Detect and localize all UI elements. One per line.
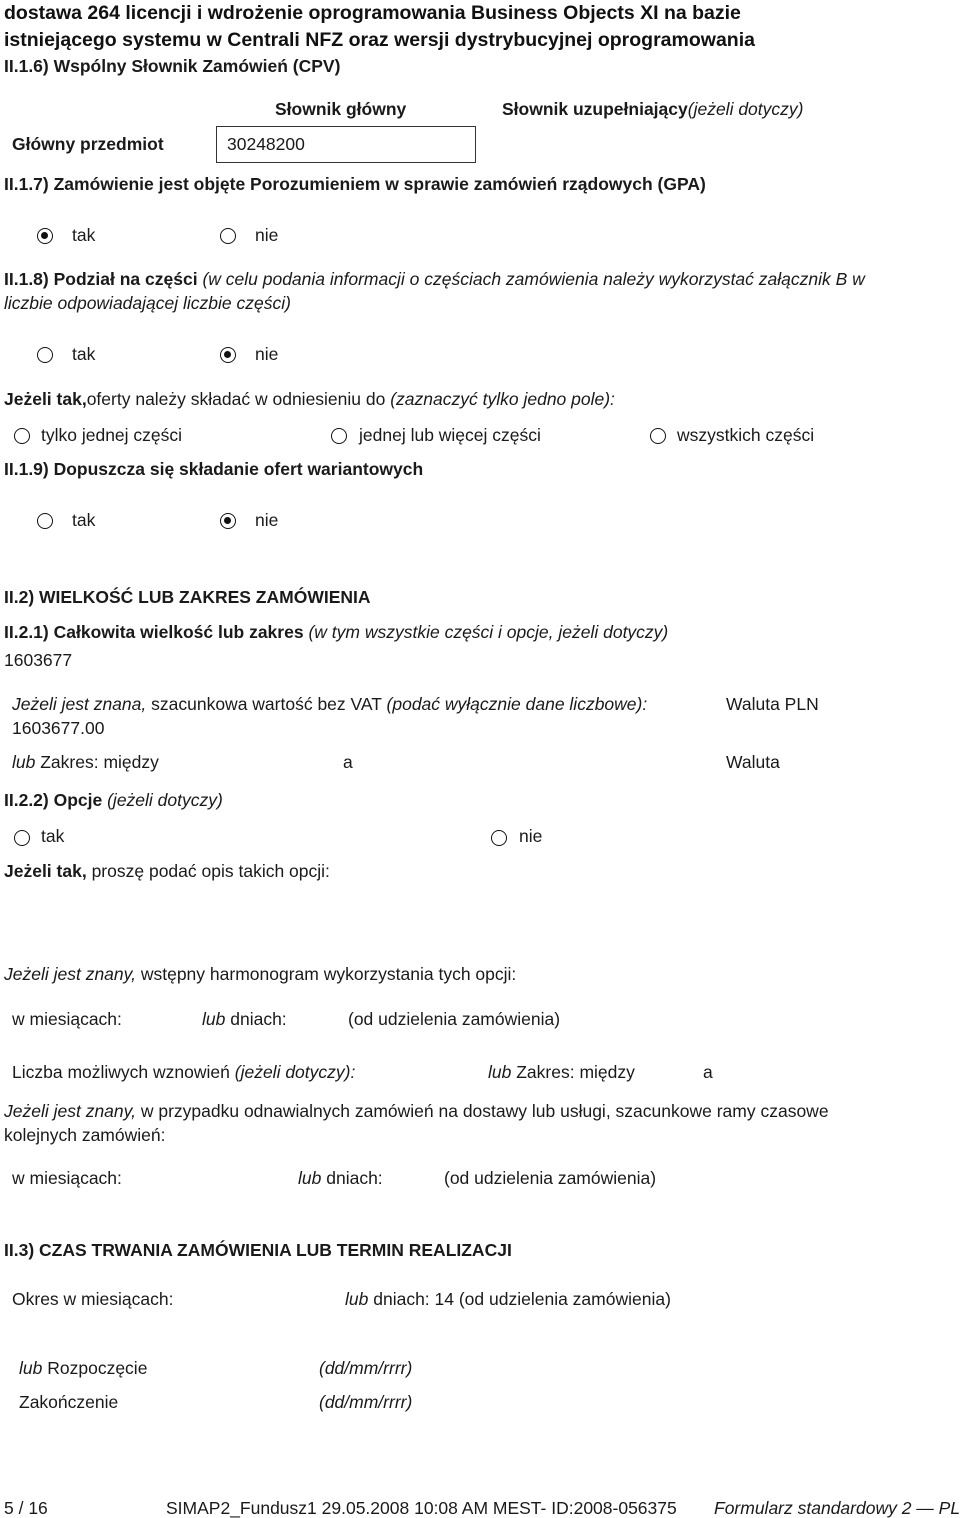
cpv-main-object-label: Główny przedmiot — [12, 134, 164, 154]
variants-yes-label: tak — [72, 510, 96, 530]
renewals-label: Liczba możliwych wznowień (jeżeli dotyczy): — [12, 1062, 356, 1082]
duration-end-label: Zakończenie — [19, 1392, 119, 1412]
options-schedule-months: w miesiącach: — [12, 1009, 122, 1029]
value-range-and: a — [343, 752, 353, 772]
duration-days: lub dniach: 14 (od udzielenia zamówienia) — [345, 1289, 671, 1309]
footer-form-name: Formularz standardowy 2 — PL — [714, 1498, 960, 1518]
renewal-timeframe-label: Jeżeli jest znany, w przypadku odnawialnych zamówień na dostawy lub usługi, szacunkowe ramy czasowe — [4, 1101, 829, 1121]
parts-option-one-radio[interactable] — [14, 428, 30, 444]
parts-yes-label: tak — [72, 344, 96, 364]
parts-heading-note-line-2: liczbie odpowiadającej liczbie części) — [4, 293, 291, 313]
renewals-range-and: a — [703, 1062, 713, 1082]
renewal-timeframe-days: lub dniach: — [298, 1168, 383, 1188]
renewals-range-label: lub Zakres: między — [488, 1062, 635, 1082]
options-heading: II.2.2) Opcje (jeżeli dotyczy) — [4, 790, 223, 810]
parts-option-one-or-more-radio[interactable] — [331, 428, 347, 444]
gpa-heading: II.1.7) Zamówienie jest objęte Porozumieniem w sprawie zamówień rządowych (GPA) — [4, 174, 706, 194]
document-title-line-2: istniejącego systemu w Centrali NFZ oraz wersji dystrybucyjnej oprogramowania — [4, 29, 755, 51]
variants-heading: II.1.9) Dopuszcza się składanie ofert wariantowych — [4, 459, 424, 479]
value-range-label: lub Zakres: między — [12, 752, 159, 772]
gpa-yes-radio[interactable] — [37, 228, 53, 244]
estimated-value-label: Jeżeli jest znana, szacunkowa wartość bez VAT (podać wyłącznie dane liczbowe): — [12, 694, 648, 714]
gpa-no-label: nie — [255, 225, 279, 245]
variants-no-radio[interactable] — [220, 513, 236, 529]
variants-no-label: nie — [255, 510, 279, 530]
cpv-main-code: 30248200 — [227, 134, 305, 154]
parts-if-yes-instruction: Jeżeli tak,oferty należy składać w odniesieniu do (zaznaczyć tylko jedno pole): — [4, 389, 615, 409]
renewal-timeframe-months: w miesiącach: — [12, 1168, 122, 1188]
footer-document-id: SIMAP2_Fundusz1 29.05.2008 10:08 AM MEST- ID:2008-056375 — [166, 1498, 677, 1518]
parts-option-all-label: wszystkich części — [677, 425, 815, 445]
duration-start-format: (dd/mm/rrrr) — [319, 1358, 413, 1378]
options-schedule-days: lub dniach: — [202, 1009, 287, 1029]
duration-start-label: lub Rozpoczęcie — [19, 1358, 148, 1378]
scope-heading: II.2) WIELKOŚĆ LUB ZAKRES ZAMÓWIENIA — [4, 587, 371, 607]
estimated-value-currency: Waluta PLN — [726, 694, 819, 714]
gpa-no-radio[interactable] — [220, 228, 236, 244]
parts-option-one-or-more-label: jednej lub więcej części — [359, 425, 541, 445]
renewal-timeframe-label-line-2: kolejnych zamówień: — [4, 1125, 166, 1145]
duration-heading: II.3) CZAS TRWANIA ZAMÓWIENIA LUB TERMIN REALIZACJI — [4, 1240, 512, 1260]
value-range-currency: Waluta — [726, 752, 780, 772]
options-description-label: Jeżeli tak, proszę podać opis takich opcji: — [4, 861, 330, 881]
parts-option-one-label: tylko jednej części — [41, 425, 183, 445]
options-yes-label: tak — [41, 826, 65, 846]
gpa-yes-label: tak — [72, 225, 96, 245]
cpv-main-column-label: Słownik główny — [275, 99, 407, 119]
footer-page-number: 5 / 16 — [4, 1498, 48, 1518]
total-scope-heading: II.2.1) Całkowita wielkość lub zakres (w tym wszystkie części i opcje, jeżeli dotyczy) — [4, 622, 669, 642]
total-scope-value: 1603677 — [4, 650, 73, 670]
parts-option-all-radio[interactable] — [650, 428, 666, 444]
document-title-line-1: dostawa 264 licencji i wdrożenie oprogramowania Business Objects XI na bazie — [4, 2, 741, 24]
options-schedule-from-award: (od udzielenia zamówienia) — [348, 1009, 561, 1029]
cpv-heading: II.1.6) Wspólny Słownik Zamówień (CPV) — [4, 56, 341, 76]
parts-no-label: nie — [255, 344, 279, 364]
cpv-supplementary-column-label: Słownik uzupełniający(jeżeli dotyczy) — [502, 99, 804, 119]
renewal-timeframe-from-award: (od udzielenia zamówienia) — [444, 1168, 657, 1188]
duration-end-format: (dd/mm/rrrr) — [319, 1392, 413, 1412]
duration-months: Okres w miesiącach: — [12, 1289, 174, 1309]
parts-heading: II.1.8) Podział na części (w celu podania informacji o częściach zamówienia należy wykorzystać załącznik B w — [4, 269, 865, 289]
options-no-label: nie — [519, 826, 543, 846]
parts-no-radio[interactable] — [220, 347, 236, 363]
estimated-value: 1603677.00 — [12, 718, 105, 738]
options-schedule-label: Jeżeli jest znany, wstępny harmonogram wykorzystania tych opcji: — [4, 964, 517, 984]
cpv-main-code-field — [216, 126, 476, 163]
options-no-radio[interactable] — [491, 830, 507, 846]
parts-yes-radio[interactable] — [37, 347, 53, 363]
options-yes-radio[interactable] — [14, 830, 30, 846]
variants-yes-radio[interactable] — [37, 513, 53, 529]
